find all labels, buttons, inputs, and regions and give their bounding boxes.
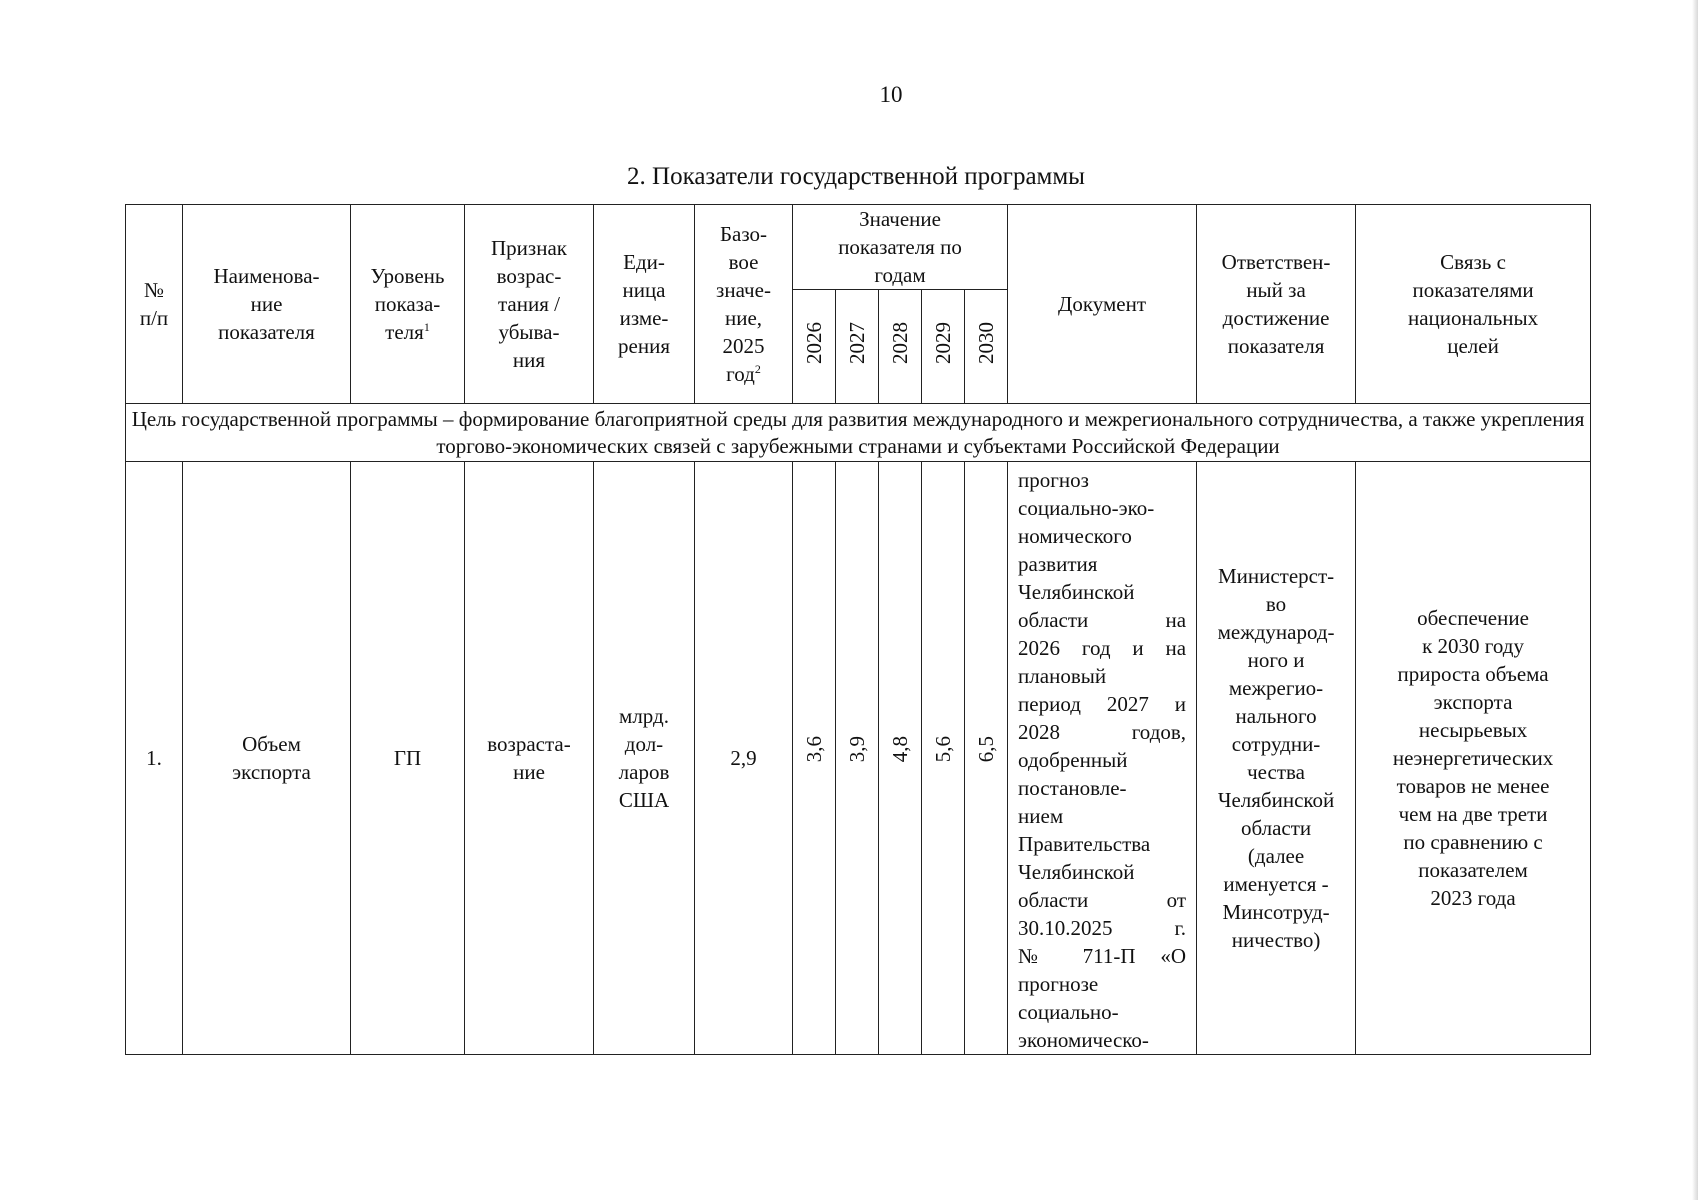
header-year-2026 [793, 290, 836, 404]
row-value-2028 [879, 462, 922, 1055]
header-values-group: Значение показателя по годам [793, 205, 1008, 290]
header-link: Связь с показателями национальных целей [1356, 205, 1591, 404]
scan-edge [1692, 0, 1698, 1200]
row-level: ГП [351, 462, 465, 1055]
header-year-2029 [922, 290, 965, 404]
row-responsible: Министерст- во международ- ного и межрегио- нального сотрудни- чества Челябинской области (далее именуется - Минсотруд- ничество) [1197, 462, 1356, 1055]
header-base-text: Базо- вое значе- ние, 2025 год [716, 222, 771, 386]
year-label: 2029 [931, 322, 955, 364]
year-label: 2028 [888, 322, 912, 364]
value-label: 5,6 [931, 736, 955, 763]
header-year-2027 [836, 290, 879, 404]
header-unit: Еди- ница изме- рения [594, 205, 695, 404]
header-level [351, 205, 465, 404]
year-label: 2026 [802, 322, 826, 364]
row-link: обеспечение к 2030 году прироста объема экспорта несырьевых неэнергетических товаров не менее чем на две трети по сравнению с показателем 2023 года [1356, 462, 1591, 1055]
row-value-2029 [922, 462, 965, 1055]
table-header-row [126, 205, 1591, 290]
header-year-2030 [965, 290, 1008, 404]
row-document: прогноз социально-эко- номического развития Челябинской области на 2026 год и на плановый период 2027 и 2028 годов, одобренный постановле- нием Правительства Челябинской области от 30.10.2025 г. № 711-П «О прогнозе социально- экономическо- [1008, 462, 1197, 1055]
header-document: Документ [1008, 205, 1197, 404]
row-value-2030 [965, 462, 1008, 1055]
value-label: 3,9 [845, 736, 869, 763]
value-label: 4,8 [888, 736, 912, 763]
row-sign: возраста- ние [465, 462, 594, 1055]
value-label: 3,6 [802, 736, 826, 763]
row-base: 2,9 [695, 462, 793, 1055]
table-row [126, 462, 1591, 1055]
row-unit: млрд. дол- ларов США [594, 462, 695, 1055]
indicators-table [125, 204, 1591, 1055]
header-year-2028 [879, 290, 922, 404]
header-responsible: Ответствен- ный за достижение показателя [1197, 205, 1356, 404]
header-base [695, 205, 793, 404]
goal-text: Цель государственной программы – формирование благоприятной среды для развития международного и межрегионального сотрудничества, а также укрепления торгово-экономических связей с зарубежными странами и субъектами Российской Федерации [126, 404, 1591, 462]
header-level-footnote: 1 [423, 320, 430, 334]
row-num: 1. [126, 462, 183, 1055]
row-value-2026 [793, 462, 836, 1055]
header-sign: Признак возрас- тания / убыва- ния [465, 205, 594, 404]
header-base-footnote: 2 [754, 362, 761, 376]
row-value-2027 [836, 462, 879, 1055]
header-level-text: Уровень показа- теля [370, 264, 445, 344]
header-name: Наименова- ние показателя [183, 205, 351, 404]
page-number: 10 [879, 82, 903, 107]
goal-row [126, 404, 1591, 462]
row-name: Объем экспорта [183, 462, 351, 1055]
year-label: 2030 [974, 322, 999, 364]
section-title: 2. Показатели государственной программы [627, 163, 1085, 190]
value-label: 6,5 [974, 736, 999, 763]
header-num: № п/п [126, 205, 183, 404]
year-label: 2027 [845, 322, 869, 364]
